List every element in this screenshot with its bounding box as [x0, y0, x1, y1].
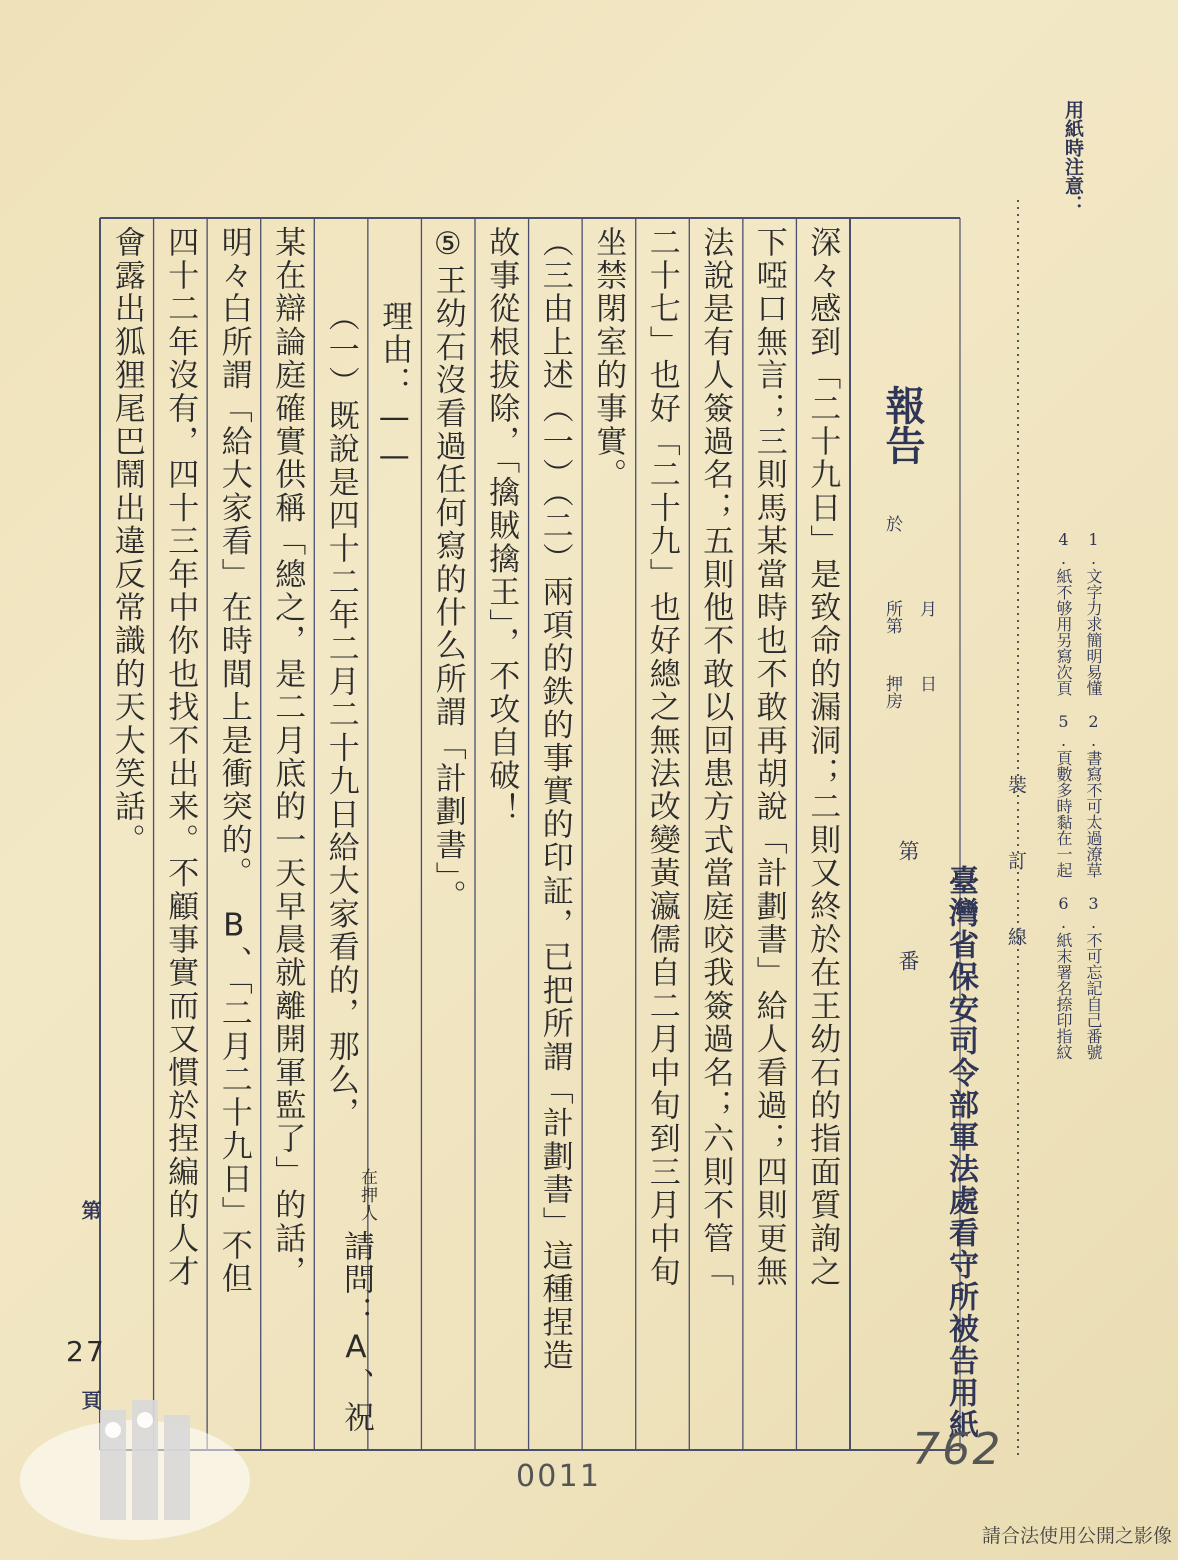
handwritten-column: 坐禁閉室的事實。	[590, 226, 627, 492]
handwritten-column: 會露出狐狸尾巴鬧出違反常識的天大笑話。	[108, 226, 145, 857]
field-suo: 所第	[882, 600, 902, 634]
notice-row-1: 1.文字力求簡明易懂 2.書寫不可太過潦草 3.不可忘記自己番號	[1084, 530, 1103, 1060]
handwritten-column: 二十七」也好「二十九」也好總之無法改變黃瀛儒自二月中旬到三月中旬	[643, 226, 680, 1289]
page-prefix: 第	[78, 1200, 102, 1220]
form-issuer: 臺灣省保安司令部軍法處看守所被告用紙	[943, 865, 978, 1441]
archive-number-right: 762	[912, 1424, 1003, 1475]
handwritten-column: 下啞口無言；三則馬某當時也不敢再胡說「計劃書」給人看過；四則更無	[750, 226, 787, 1289]
handwritten-column: ⑤王幼石沒看過任何寫的什么所謂「計劃書」。	[429, 226, 466, 913]
handwritten-column: 某在辯論庭確實供稱「總之，是二月底的一天早晨就離開軍監了」的話，	[269, 226, 306, 1289]
field-cell: 押房	[882, 675, 902, 709]
notice-row-2: 4.紙不够用另寫次頁 5.頁數多時黏在一起 6.紙末署名捺印指紋	[1054, 530, 1073, 1060]
binding-line-label: 裝 訂 線	[1005, 775, 1027, 946]
notice-heading: 用紙時注意：	[1062, 100, 1084, 214]
field-day: 日	[916, 675, 936, 692]
interlinear-question: 請問：A、祝	[338, 1230, 374, 1435]
handwritten-column: 法說是有人簽過名；五則他不敢以回患方式當庭咬我簽過名；六則不管「	[697, 226, 734, 1289]
handwritten-column: 明々白所謂「給大家看」在時間上是衝突的。 B、「二月二十九日」不但	[215, 226, 252, 1296]
archive-number-left: 0011	[516, 1459, 602, 1494]
page-number: 27	[66, 1335, 107, 1368]
form-title: 報告	[879, 385, 926, 465]
interlinear-note: 在押人	[357, 1168, 377, 1222]
field-di: 第	[896, 840, 920, 861]
handwritten-column: 四十二年沒有，四十三年中你也找不出来。不顧事實而又慣於捏編的人才	[162, 226, 199, 1289]
handwritten-column: （一）既說是四十二年二月二十九日給大家看的，那么，	[322, 300, 359, 1130]
handwritten-column: 理由：——	[376, 300, 413, 476]
field-fan: 番	[896, 950, 920, 971]
handwritten-column: （三由上述（一）（二）兩項的鉄的事實的印証，已把所謂「計劃書」這種捏造	[536, 226, 573, 1373]
handwritten-column: 深々感到「二十九日」是致命的漏洞；二則又終於在王幼石的指面質詢之	[804, 226, 841, 1289]
watermark-text: 請合法使用公開之影像	[981, 1525, 1172, 1547]
archive-logo-watermark	[20, 1370, 250, 1540]
page-suffix: 頁	[78, 1390, 102, 1410]
field-yu: 於	[882, 515, 902, 532]
field-month: 月	[916, 600, 936, 617]
handwritten-column: 故事從根拔除，「擒賊擒王」，不攻自破！	[483, 226, 520, 826]
